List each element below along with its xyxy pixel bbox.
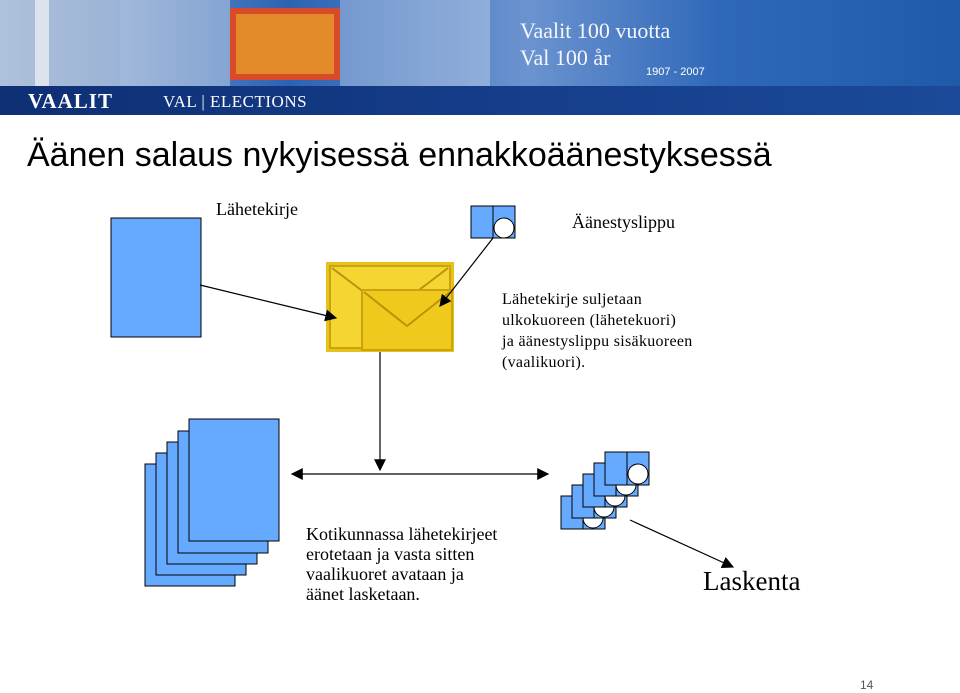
anniversary-swedish: Val 100 år bbox=[520, 45, 611, 70]
counting-label: Laskenta bbox=[703, 566, 801, 596]
cover-letter-label: Lähetekirje bbox=[216, 199, 298, 219]
anniversary-years: 1907 - 2007 bbox=[646, 66, 705, 78]
sealing-line: Lähetekirje suljetaan bbox=[502, 291, 643, 308]
municipality-line: vaalikuoret avataan ja bbox=[306, 564, 464, 584]
arrow-to-counting bbox=[630, 520, 733, 567]
sealing-line: ja äänestyslippu sisäkuoreen bbox=[502, 333, 693, 350]
sealing-description bbox=[502, 289, 693, 373]
sealing-line: ulkokuoreen (lähetekuori) bbox=[502, 312, 677, 329]
ballot-label: Äänestyslippu bbox=[572, 212, 675, 232]
anniversary-finnish: Vaalit 100 vuotta bbox=[520, 18, 671, 43]
page-number: 14 bbox=[860, 678, 874, 692]
home-municipality-description bbox=[306, 524, 497, 604]
sealing-line: (vaalikuori). bbox=[502, 354, 586, 371]
cover-letter-document bbox=[111, 218, 201, 337]
arrow-letter-to-envelope bbox=[200, 285, 336, 318]
ballot-icon bbox=[471, 206, 515, 238]
ballot-stack bbox=[561, 452, 649, 529]
brand-subtitle: VAL | ELECTIONS bbox=[163, 92, 308, 111]
municipality-line: Kotikunnassa lähetekirjeet bbox=[306, 524, 498, 544]
municipality-line: äänet lasketaan. bbox=[306, 584, 420, 604]
brand-logo: VAALIT bbox=[28, 89, 113, 113]
letter-stack bbox=[145, 419, 279, 586]
page-title: Äänen salaus nykyisessä ennakkoäänestyksessä bbox=[27, 136, 772, 174]
municipality-line: erotetaan ja vasta sitten bbox=[306, 544, 475, 564]
envelope-icon bbox=[326, 262, 454, 352]
